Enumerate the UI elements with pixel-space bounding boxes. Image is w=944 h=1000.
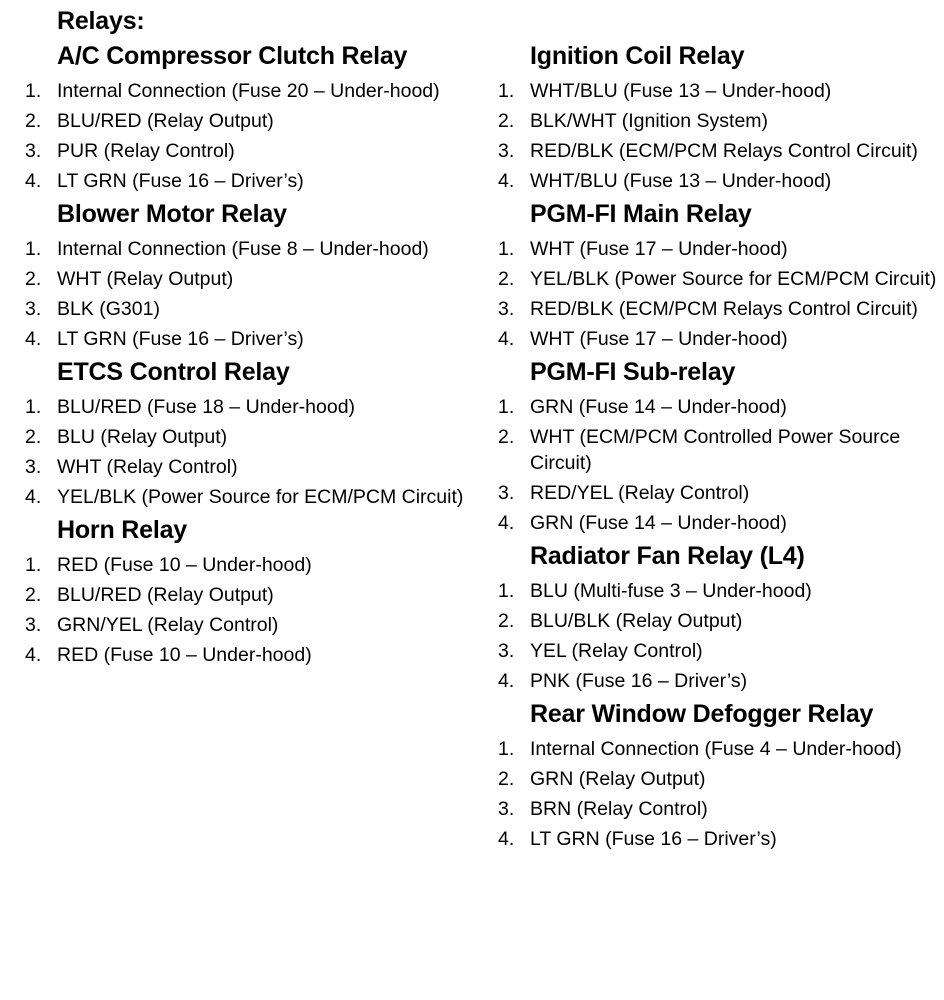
item-number: 2.: [25, 426, 42, 448]
list-item: [498, 668, 938, 694]
item-number: 4.: [25, 170, 42, 192]
list-item: [498, 766, 938, 792]
section-title: Radiator Fan Relay (L4): [530, 542, 805, 570]
list-item: [498, 424, 938, 476]
item-number: 3.: [25, 614, 42, 636]
relay-section-pgm-fi-main: [498, 198, 938, 352]
item-text: Internal Connection (Fuse 20 – Under-hood): [57, 80, 440, 102]
section-title: A/C Compressor Clutch Relay: [57, 42, 408, 70]
list-item: [498, 394, 938, 420]
right-column: [498, 40, 938, 856]
item-number: 3.: [25, 140, 42, 162]
list-item: [498, 296, 938, 322]
item-text: YEL/BLK (Power Source for ECM/PCM Circuit): [530, 268, 937, 290]
item-text: RED/BLK (ECM/PCM Relays Control Circuit): [530, 298, 918, 320]
item-number: 2.: [498, 268, 515, 290]
list-item: [498, 510, 938, 536]
list-item: [498, 266, 938, 292]
item-text: BRN (Relay Control): [530, 798, 708, 820]
item-number: 1.: [25, 238, 42, 260]
list-item: [498, 138, 938, 164]
item-number: 2.: [25, 268, 42, 290]
item-number: 3.: [498, 482, 515, 504]
item-text: BLU/RED (Fuse 18 – Under-hood): [57, 396, 356, 418]
document-title: Relays:: [57, 7, 145, 35]
item-number: 4.: [498, 670, 515, 692]
item-text: RED (Fuse 10 – Under-hood): [57, 644, 312, 666]
item-number: 4.: [498, 828, 515, 850]
item-number: 2.: [498, 610, 515, 632]
list-item: [498, 168, 938, 194]
relay-section-rear-window-defogger: [498, 698, 938, 852]
relay-section-blower-motor: [25, 198, 465, 352]
item-text: WHT (Relay Control): [57, 456, 238, 478]
item-number: 4.: [25, 486, 42, 508]
list-item: [25, 612, 465, 638]
item-number: 4.: [498, 170, 515, 192]
item-text: BLU/RED (Relay Output): [57, 584, 274, 606]
item-number: 4.: [25, 328, 42, 350]
list-item: [25, 266, 465, 292]
item-number: 1.: [498, 738, 515, 760]
section-title: Blower Motor Relay: [57, 200, 287, 228]
item-text: RED (Fuse 10 – Under-hood): [57, 554, 312, 576]
list-item: [25, 642, 465, 668]
section-title: Horn Relay: [57, 516, 187, 544]
item-number: 3.: [25, 456, 42, 478]
list-item: [25, 326, 465, 352]
item-text: Internal Connection (Fuse 4 – Under-hood): [530, 738, 902, 760]
list-item: [498, 480, 938, 506]
item-number: 4.: [25, 644, 42, 666]
relay-section-horn: [25, 514, 465, 668]
list-item: [25, 296, 465, 322]
list-item: [25, 424, 465, 450]
section-title: Ignition Coil Relay: [530, 42, 745, 70]
item-text: GRN/YEL (Relay Control): [57, 614, 279, 636]
item-number: 1.: [498, 80, 515, 102]
list-item: [25, 552, 465, 578]
item-text: PNK (Fuse 16 – Driver’s): [530, 670, 748, 692]
item-text: Internal Connection (Fuse 8 – Under-hood): [57, 238, 429, 260]
list-item: [498, 796, 938, 822]
item-text: BLK/WHT (Ignition System): [530, 110, 769, 132]
section-title: ETCS Control Relay: [57, 358, 290, 386]
item-number: 3.: [498, 298, 515, 320]
item-text: YEL (Relay Control): [530, 640, 703, 662]
item-number: 1.: [498, 238, 515, 260]
item-number: 1.: [25, 396, 42, 418]
item-text: WHT/BLU (Fuse 13 – Under-hood): [530, 170, 832, 192]
list-item: [498, 578, 938, 604]
item-number: 1.: [498, 396, 515, 418]
item-text: WHT (Fuse 17 – Under-hood): [530, 328, 788, 350]
item-number: 4.: [498, 328, 515, 350]
list-item: [498, 236, 938, 262]
item-text: WHT (ECM/PCM Controlled Power Source Circuit): [530, 426, 901, 474]
item-text: PUR (Relay Control): [57, 140, 235, 162]
list-item: [25, 582, 465, 608]
list-item: [25, 394, 465, 420]
section-title: Rear Window Defogger Relay: [530, 700, 874, 728]
list-item: [25, 236, 465, 262]
list-item: [498, 326, 938, 352]
item-number: 2.: [498, 768, 515, 790]
item-text: WHT (Relay Output): [57, 268, 234, 290]
item-number: 2.: [25, 584, 42, 606]
list-item: [25, 484, 465, 510]
list-item: [25, 108, 465, 134]
item-number: 4.: [498, 512, 515, 534]
item-text: BLU/BLK (Relay Output): [530, 610, 743, 632]
item-number: 3.: [498, 640, 515, 662]
item-number: 1.: [498, 580, 515, 602]
item-text: LT GRN (Fuse 16 – Driver’s): [530, 828, 777, 850]
item-number: 3.: [498, 140, 515, 162]
relay-section-pgm-fi-sub: [498, 356, 938, 536]
relay-section-ignition-coil: [498, 40, 938, 194]
item-number: 1.: [25, 554, 42, 576]
list-item: [498, 78, 938, 104]
item-number: 2.: [498, 426, 515, 448]
relay-section-ac-compressor-clutch: [25, 40, 465, 194]
item-number: 3.: [498, 798, 515, 820]
item-text: LT GRN (Fuse 16 – Driver’s): [57, 328, 304, 350]
list-item: [25, 138, 465, 164]
list-item: [498, 638, 938, 664]
item-text: BLU (Relay Output): [57, 426, 228, 448]
item-number: 3.: [25, 298, 42, 320]
item-number: 2.: [498, 110, 515, 132]
item-text: GRN (Relay Output): [530, 768, 706, 790]
item-text: LT GRN (Fuse 16 – Driver’s): [57, 170, 304, 192]
left-column: [25, 40, 465, 672]
list-item: [25, 454, 465, 480]
item-text: GRN (Fuse 14 – Under-hood): [530, 396, 787, 418]
relay-section-radiator-fan: [498, 540, 938, 694]
item-text: BLK (G301): [57, 298, 160, 320]
list-item: [25, 78, 465, 104]
section-title: PGM-FI Main Relay: [530, 200, 752, 228]
item-text: WHT/BLU (Fuse 13 – Under-hood): [530, 80, 832, 102]
item-text: RED/YEL (Relay Control): [530, 482, 750, 504]
item-text: RED/BLK (ECM/PCM Relays Control Circuit): [530, 140, 918, 162]
list-item: [498, 608, 938, 634]
item-number: 1.: [25, 80, 42, 102]
list-item: [498, 826, 938, 852]
list-item: [498, 736, 938, 762]
relay-section-etcs-control: [25, 356, 465, 510]
item-number: 2.: [25, 110, 42, 132]
item-text: BLU/RED (Relay Output): [57, 110, 274, 132]
section-title: PGM-FI Sub-relay: [530, 358, 736, 386]
item-text: WHT (Fuse 17 – Under-hood): [530, 238, 788, 260]
item-text: BLU (Multi-fuse 3 – Under-hood): [530, 580, 812, 602]
item-text: GRN (Fuse 14 – Under-hood): [530, 512, 787, 534]
item-text: YEL/BLK (Power Source for ECM/PCM Circuit): [57, 486, 464, 508]
list-item: [498, 108, 938, 134]
list-item: [25, 168, 465, 194]
